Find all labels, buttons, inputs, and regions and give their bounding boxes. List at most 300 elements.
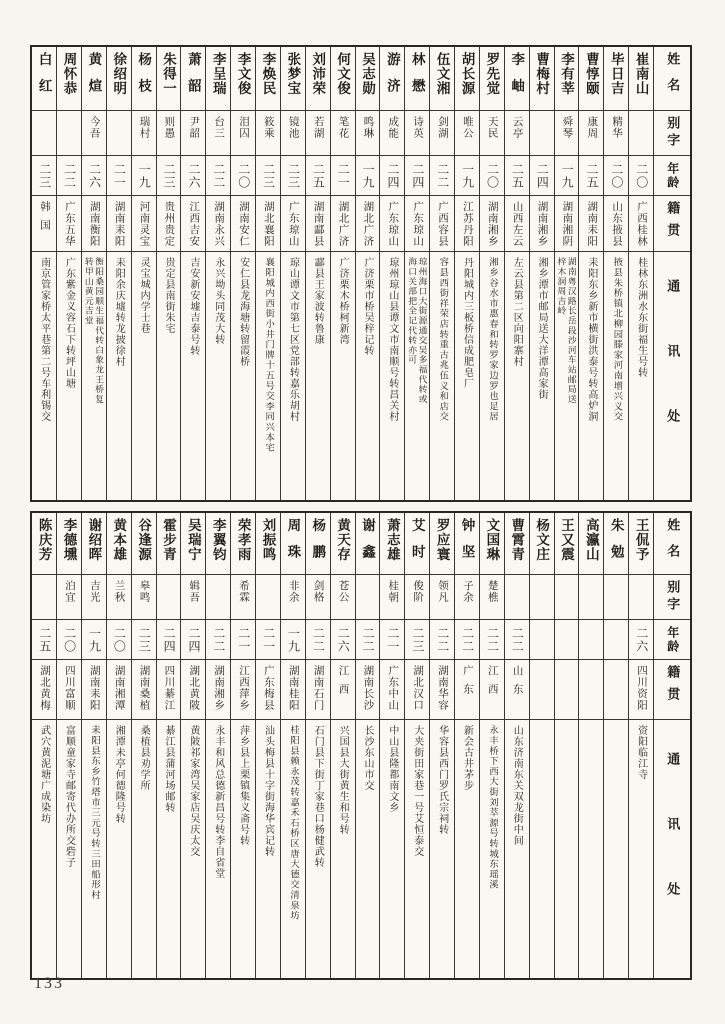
person-column xyxy=(404,513,429,978)
person-age xyxy=(579,620,603,660)
person-address: 武穴黄泥塘广成染坊 xyxy=(38,725,50,824)
person-age: 二四 xyxy=(157,620,181,660)
person-column xyxy=(454,47,479,500)
person-address: 兴国县大街黄生和号转 xyxy=(337,725,349,835)
person-name: 白红 xyxy=(32,47,56,111)
person-courtesy-name xyxy=(629,575,653,620)
person-address: 琼州海口大街源通交吴多福代转或海口关部把全记代转亦可 xyxy=(407,257,428,404)
person-name: 林懋 xyxy=(405,47,429,111)
person-age: 一九 xyxy=(555,156,579,196)
person-name: 萧韶 xyxy=(181,47,205,111)
person-native-place xyxy=(555,660,579,720)
person-column xyxy=(106,47,131,500)
person-address xyxy=(555,720,579,978)
person-name: 崔南山 xyxy=(629,47,653,111)
person-name: 刘振鸣 xyxy=(256,513,280,575)
person-age: 二四 xyxy=(380,156,404,196)
person-name: 朱得一 xyxy=(157,47,181,111)
page-number: 133 xyxy=(34,975,64,992)
person-native-place: 湖南安仁 xyxy=(231,196,255,252)
registry-table-bottom xyxy=(30,511,692,980)
person-address: 衡阳桑园顺生福代转白象龙王桥复转甲山黄元吉堂 xyxy=(83,257,105,404)
person-age: 二五 xyxy=(32,620,56,660)
person-courtesy-name: 镜池 xyxy=(281,111,305,156)
person-native-place: 山西左云 xyxy=(505,196,529,252)
person-native-place: 韩国 xyxy=(32,196,56,252)
person-address: 湘乡潭市邮局送大洋潭高家街 xyxy=(536,257,548,400)
person-address: 华容县西门罗氏宗祠转 xyxy=(436,725,448,835)
person-age: 二三 xyxy=(281,156,305,196)
person-courtesy-name: 子余 xyxy=(455,575,479,620)
person-column xyxy=(404,47,429,500)
person-native-place: 广东中山 xyxy=(380,660,404,720)
person-native-place: 湖北黄梅 xyxy=(32,660,56,720)
person-name: 钟坚 xyxy=(455,513,479,575)
person-name: 曹梅村 xyxy=(530,47,554,111)
person-address: 桂林东洲水东街福生号转 xyxy=(635,257,647,378)
person-courtesy-name: 瑞村 xyxy=(132,111,156,156)
person-courtesy-name: 泪囚 xyxy=(231,111,255,156)
person-name: 罗应寰 xyxy=(430,513,454,575)
person-courtesy-name: 诗英 xyxy=(405,111,429,156)
person-column xyxy=(529,47,554,500)
person-native-place: 湖南桂阳 xyxy=(281,660,305,720)
person-courtesy-name xyxy=(555,575,579,620)
person-column xyxy=(305,47,330,500)
person-native-place: 湖北汉口 xyxy=(405,660,429,720)
person-name: 艾时 xyxy=(405,513,429,575)
person-native-place: 江苏丹阳 xyxy=(455,196,479,252)
person-name: 李焕民 xyxy=(256,47,280,111)
person-courtesy-name xyxy=(157,575,181,620)
person-age xyxy=(604,620,628,660)
person-native-place: 湖南酃县 xyxy=(306,196,330,252)
person-name: 王又震 xyxy=(555,513,579,575)
person-native-place: 广西桂林 xyxy=(629,196,653,252)
person-age: 二三 xyxy=(256,156,280,196)
person-column xyxy=(429,47,454,500)
person-native-place: 广东琼山 xyxy=(405,196,429,252)
person-native-place: 江西吉安 xyxy=(181,196,205,252)
person-native-place: 广东琼山 xyxy=(281,196,305,252)
person-address: 永丰桥下西大街刘萃源号转城东瑶溪 xyxy=(487,725,498,890)
person-native-place xyxy=(604,660,628,720)
person-courtesy-name: 泊宜 xyxy=(57,575,81,620)
person-name: 谷逢源 xyxy=(132,513,156,575)
header-name: 姓名 xyxy=(654,513,690,575)
person-name: 谢鑫 xyxy=(356,513,380,575)
person-courtesy-name: 俊阶 xyxy=(405,575,429,620)
person-column xyxy=(479,513,504,978)
person-native-place: 湖南桑植 xyxy=(132,660,156,720)
person-name: 罗先觉 xyxy=(480,47,504,111)
person-column xyxy=(280,47,305,500)
person-age: 二一 xyxy=(256,620,280,660)
person-age: 二二 xyxy=(505,620,529,660)
person-courtesy-name xyxy=(629,111,653,156)
person-address: 桂阳县赖永茂转嘉禾石桥区唐大德交清泉坊 xyxy=(288,725,299,921)
person-address: 永丰和风总德新昌号转李自省堂 xyxy=(212,725,224,879)
person-name: 李德壎 xyxy=(57,513,81,575)
person-column xyxy=(56,47,81,500)
person-courtesy-name: 皋鸣 xyxy=(132,575,156,620)
header-column xyxy=(653,513,690,978)
person-column xyxy=(479,47,504,500)
person-column xyxy=(554,513,579,978)
person-column xyxy=(554,47,579,500)
person-name: 李有莘 xyxy=(555,47,579,111)
person-native-place: 湖南华容 xyxy=(430,660,454,720)
person-native-place: 江西萍乡 xyxy=(231,660,255,720)
person-age: 二三 xyxy=(32,156,56,196)
person-column xyxy=(330,47,355,500)
person-column xyxy=(255,47,280,500)
person-column xyxy=(379,513,404,978)
person-age: 一九 xyxy=(82,620,106,660)
person-address: 湘潭未亭何德隆号转 xyxy=(113,725,125,824)
person-name: 何文俊 xyxy=(331,47,355,111)
person-age: 二六 xyxy=(181,156,205,196)
person-courtesy-name: 吉光 xyxy=(82,575,106,620)
person-address: 耒阳东乡新市横街洪泰号转高炉洞 xyxy=(585,257,597,422)
person-age: 二一 xyxy=(231,620,255,660)
person-courtesy-name xyxy=(57,111,81,156)
person-address: 广东紫金义容石下转坪山塘 xyxy=(63,257,75,389)
person-native-place: 四川资阳 xyxy=(629,660,653,720)
person-native-place: 广西容县 xyxy=(430,196,454,252)
person-address: 湖南粤汉路长岳段沙河车站邮局送梓木洞周吉岭 xyxy=(556,257,577,404)
person-column xyxy=(379,47,404,500)
person-address: 资阳临江寺 xyxy=(635,725,647,780)
person-courtesy-name: 尹韶 xyxy=(181,111,205,156)
person-courtesy-name: 云亭 xyxy=(505,111,529,156)
person-courtesy-name xyxy=(505,575,529,620)
person-name: 李岫 xyxy=(505,47,529,111)
person-column xyxy=(454,513,479,978)
person-native-place: 湖南石门 xyxy=(306,660,330,720)
header-native-place: 籍贯 xyxy=(654,196,690,252)
person-name: 游济 xyxy=(380,47,404,111)
person-age: 二五 xyxy=(579,156,603,196)
person-address: 山东济南东关双龙街中间 xyxy=(511,725,523,846)
person-name: 徐绍明 xyxy=(107,47,131,111)
person-age: 二二 xyxy=(430,620,454,660)
person-age: 二五 xyxy=(306,156,330,196)
person-native-place xyxy=(579,660,603,720)
person-address xyxy=(579,720,603,978)
person-column xyxy=(230,513,255,978)
person-address: 灵宝城内学士巷 xyxy=(138,257,150,334)
person-column xyxy=(131,513,156,978)
person-age: 二三 xyxy=(405,620,429,660)
person-courtesy-name: 精华 xyxy=(604,111,628,156)
person-name: 周怀恭 xyxy=(57,47,81,111)
person-address: 琼州琼山县谭文市南顺号转昌关村 xyxy=(386,257,398,422)
person-native-place: 四川綦江 xyxy=(157,660,181,720)
person-courtesy-name: 唯公 xyxy=(455,111,479,156)
header-age: 年龄 xyxy=(654,620,690,660)
person-courtesy-name: 剑湖 xyxy=(430,111,454,156)
person-age: 二〇 xyxy=(480,156,504,196)
person-address: 桑植县劝学所 xyxy=(138,725,150,791)
person-address: 石门县下街丁家巷口杨健武转 xyxy=(312,725,324,868)
person-courtesy-name xyxy=(604,575,628,620)
person-address: 富顺童家寺邮寄代办所交砦子 xyxy=(63,725,75,868)
person-courtesy-name: 成能 xyxy=(380,111,404,156)
person-age: 一九 xyxy=(281,620,305,660)
person-column xyxy=(131,47,156,500)
person-native-place: 湖南湘阴 xyxy=(555,196,579,252)
person-native-place: 湖南耒阳 xyxy=(82,660,106,720)
person-name: 张梦宝 xyxy=(281,47,305,111)
person-native-place: 广东琼山 xyxy=(380,196,404,252)
person-age: 二〇 xyxy=(107,620,131,660)
person-address xyxy=(604,720,628,978)
person-native-place: 湖南长沙 xyxy=(356,660,380,720)
person-column xyxy=(355,513,380,978)
person-name: 曹霄青 xyxy=(505,513,529,575)
person-age: 二六 xyxy=(629,620,653,660)
header-courtesy-name: 别字 xyxy=(654,111,690,156)
person-address: 掖县朱桥镇北柳园滕家河南增兴义交 xyxy=(611,257,622,422)
header-age: 年龄 xyxy=(654,156,690,196)
person-name: 吴瑞宁 xyxy=(181,513,205,575)
person-native-place: 湖南衡阳 xyxy=(82,196,106,252)
person-name: 刘沛荣 xyxy=(306,47,330,111)
person-age: 二四 xyxy=(530,156,554,196)
person-address: 汕头梅县十字街海华宾记转 xyxy=(262,725,274,857)
person-name: 荣孝雨 xyxy=(231,513,255,575)
person-address: 襄阳城内西街小井门牌十五号交李同兴本宅 xyxy=(263,257,274,453)
person-column xyxy=(205,47,230,500)
person-courtesy-name: 笔花 xyxy=(331,111,355,156)
person-address: 丹阳城内三板桥信成肥皂厂 xyxy=(461,257,473,389)
person-age: 二〇 xyxy=(629,156,653,196)
person-native-place: 山东 xyxy=(505,660,529,720)
person-column xyxy=(603,513,628,978)
person-age xyxy=(555,620,579,660)
person-age: 二一 xyxy=(331,156,355,196)
person-age: 二三 xyxy=(157,156,181,196)
scanned-page xyxy=(30,45,692,980)
person-native-place: 湖南湘乡 xyxy=(206,660,230,720)
person-name: 王侃予 xyxy=(629,513,653,575)
person-courtesy-name xyxy=(579,575,603,620)
person-age: 一九 xyxy=(132,156,156,196)
person-column xyxy=(529,513,554,978)
person-name: 李呈瑞 xyxy=(206,47,230,111)
person-native-place: 河南灵宝 xyxy=(132,196,156,252)
person-courtesy-name xyxy=(530,575,554,620)
person-address: 容县西街祥荣店转重古兆伍义和店交 xyxy=(437,257,448,422)
person-native-place: 湖北黄陂 xyxy=(181,660,205,720)
person-courtesy-name: 筱乘 xyxy=(256,111,280,156)
person-column xyxy=(628,47,653,500)
person-column xyxy=(230,47,255,500)
person-column xyxy=(603,47,628,500)
person-column xyxy=(578,513,603,978)
header-address: 通讯处 xyxy=(665,278,681,474)
person-native-place: 湖南湘乡 xyxy=(480,196,504,252)
person-name: 毕日吉 xyxy=(604,47,628,111)
person-native-place: 湖南耒阳 xyxy=(107,196,131,252)
person-name: 萧志雄 xyxy=(380,513,404,575)
person-courtesy-name xyxy=(530,111,554,156)
person-address: 永兴坳头同茂大转 xyxy=(212,257,224,345)
person-name: 杨枝 xyxy=(132,47,156,111)
person-native-place: 湖南湘潭 xyxy=(107,660,131,720)
person-column xyxy=(56,513,81,978)
person-age: 二一 xyxy=(380,620,404,660)
person-courtesy-name: 辑吾 xyxy=(181,575,205,620)
person-age: 二六 xyxy=(331,620,355,660)
person-column xyxy=(628,513,653,978)
person-column xyxy=(156,47,181,500)
person-age: 二四 xyxy=(405,156,429,196)
person-age: 二〇 xyxy=(231,156,255,196)
person-column xyxy=(330,513,355,978)
person-courtesy-name: 楚樵 xyxy=(480,575,504,620)
header-name: 姓名 xyxy=(654,47,690,111)
person-age: 二五 xyxy=(505,156,529,196)
person-address: 吉安新安墟吉泰号转 xyxy=(187,257,199,356)
person-address: 萍乡县上栗镇集义斋号转 xyxy=(237,725,249,846)
person-courtesy-name: 康周 xyxy=(579,111,603,156)
person-courtesy-name: 领凡 xyxy=(430,575,454,620)
header-courtesy-name: 别字 xyxy=(654,575,690,620)
person-age: 二〇 xyxy=(604,156,628,196)
person-courtesy-name: 若湖 xyxy=(306,111,330,156)
person-column xyxy=(32,47,56,500)
person-name: 谢绍晖 xyxy=(82,513,106,575)
person-column xyxy=(504,513,529,978)
person-age: 二二 xyxy=(57,156,81,196)
person-courtesy-name xyxy=(356,575,380,620)
person-name: 陈庆芳 xyxy=(32,513,56,575)
person-courtesy-name xyxy=(32,575,56,620)
person-column xyxy=(305,513,330,978)
person-courtesy-name xyxy=(256,575,280,620)
person-column xyxy=(81,513,106,978)
person-age: 二二 xyxy=(206,620,230,660)
person-age: 二一 xyxy=(107,156,131,196)
person-courtesy-name: 舜琴 xyxy=(555,111,579,156)
person-column xyxy=(32,513,56,978)
person-courtesy-name: 则愚 xyxy=(157,111,181,156)
person-native-place: 湖南湘乡 xyxy=(530,196,554,252)
person-native-place: 湖南永兴 xyxy=(206,196,230,252)
person-native-place: 四川富顺 xyxy=(57,660,81,720)
person-column xyxy=(81,47,106,500)
person-courtesy-name xyxy=(107,111,131,156)
person-native-place: 湖北广济 xyxy=(331,196,355,252)
person-native-place: 湖北广济 xyxy=(356,196,380,252)
person-native-place: 湖南耒阳 xyxy=(579,196,603,252)
person-address: 湘乡谷水市惠春和转罗家边罗也足居 xyxy=(487,257,498,422)
person-address: 广济栗市桥吴梓记转 xyxy=(362,257,374,356)
person-name: 伍文湘 xyxy=(430,47,454,111)
person-name: 周珠 xyxy=(281,513,305,575)
person-name: 黄煊 xyxy=(82,47,106,111)
person-address: 耒阳县东乡竹塔市三元号转三田船形村 xyxy=(89,725,100,901)
person-native-place xyxy=(530,660,554,720)
person-age: 二二 xyxy=(306,620,330,660)
person-courtesy-name xyxy=(32,111,56,156)
person-native-place: 山东掖县 xyxy=(604,196,628,252)
person-age: 一九 xyxy=(356,156,380,196)
person-name: 吴志勋 xyxy=(356,47,380,111)
person-address: 酃县王家波转鲁康 xyxy=(312,257,324,345)
person-native-place: 广东五华 xyxy=(57,196,81,252)
person-native-place: 江西 xyxy=(480,660,504,720)
person-native-place: 广东 xyxy=(455,660,479,720)
person-column xyxy=(255,513,280,978)
person-address: 耒阳余庆墟转龙披徐村 xyxy=(113,257,125,367)
person-name: 黄天存 xyxy=(331,513,355,575)
person-address: 广济栗木桥柯新湾 xyxy=(337,257,349,345)
person-name: 曹惇颐 xyxy=(579,47,603,111)
header-column xyxy=(653,47,690,500)
person-courtesy-name: 桂朝 xyxy=(380,575,404,620)
person-age: 二二 xyxy=(356,620,380,660)
person-column xyxy=(429,513,454,978)
person-address: 新会古井茅步 xyxy=(461,725,473,791)
person-column xyxy=(355,47,380,500)
person-courtesy-name: 非余 xyxy=(281,575,305,620)
person-address: 左云县第二区向阳寨村 xyxy=(511,257,523,367)
registry-table-top xyxy=(30,45,692,502)
person-address: 安仁县龙海塘转留霞桥 xyxy=(237,257,249,367)
person-address: 南京管家桥太平巷第二号车利锡交 xyxy=(38,257,50,422)
person-name: 胡长源 xyxy=(455,47,479,111)
person-age: 二六 xyxy=(82,156,106,196)
person-age: 二二 xyxy=(430,156,454,196)
header-native-place: 籍贯 xyxy=(654,660,690,720)
person-address xyxy=(530,720,554,978)
header-address: 通讯处 xyxy=(665,751,681,947)
person-courtesy-name: 兰秋 xyxy=(107,575,131,620)
person-age: 一九 xyxy=(455,156,479,196)
person-native-place: 江西 xyxy=(331,660,355,720)
person-address: 琼山谭文市第七区党部转嘉乐胡村 xyxy=(287,257,299,422)
person-column xyxy=(578,47,603,500)
person-address: 长沙东山市交 xyxy=(362,725,374,791)
person-name: 李翼钧 xyxy=(206,513,230,575)
person-name: 李文俊 xyxy=(231,47,255,111)
person-address: 黄陂祁家湾吴家店吴庆太交 xyxy=(187,725,199,857)
person-native-place: 广东梅县 xyxy=(256,660,280,720)
person-column xyxy=(280,513,305,978)
person-age: 二三 xyxy=(132,620,156,660)
person-column xyxy=(156,513,181,978)
person-age: 二四 xyxy=(181,620,205,660)
person-address: 綦江县蒲河场邮转 xyxy=(163,725,175,813)
person-age xyxy=(530,620,554,660)
person-native-place: 贵州贵定 xyxy=(157,196,181,252)
person-column xyxy=(504,47,529,500)
person-address: 中山县隆都南文乡 xyxy=(386,725,398,813)
person-courtesy-name: 剑格 xyxy=(306,575,330,620)
person-courtesy-name: 鸣琳 xyxy=(356,111,380,156)
person-column xyxy=(106,513,131,978)
person-courtesy-name: 希霖 xyxy=(231,575,255,620)
person-name: 文国琳 xyxy=(480,513,504,575)
person-courtesy-name: 今吾 xyxy=(82,111,106,156)
person-name: 杨鹏 xyxy=(306,513,330,575)
person-name: 杨文庄 xyxy=(530,513,554,575)
person-name: 霍步青 xyxy=(157,513,181,575)
person-courtesy-name: 苍公 xyxy=(331,575,355,620)
